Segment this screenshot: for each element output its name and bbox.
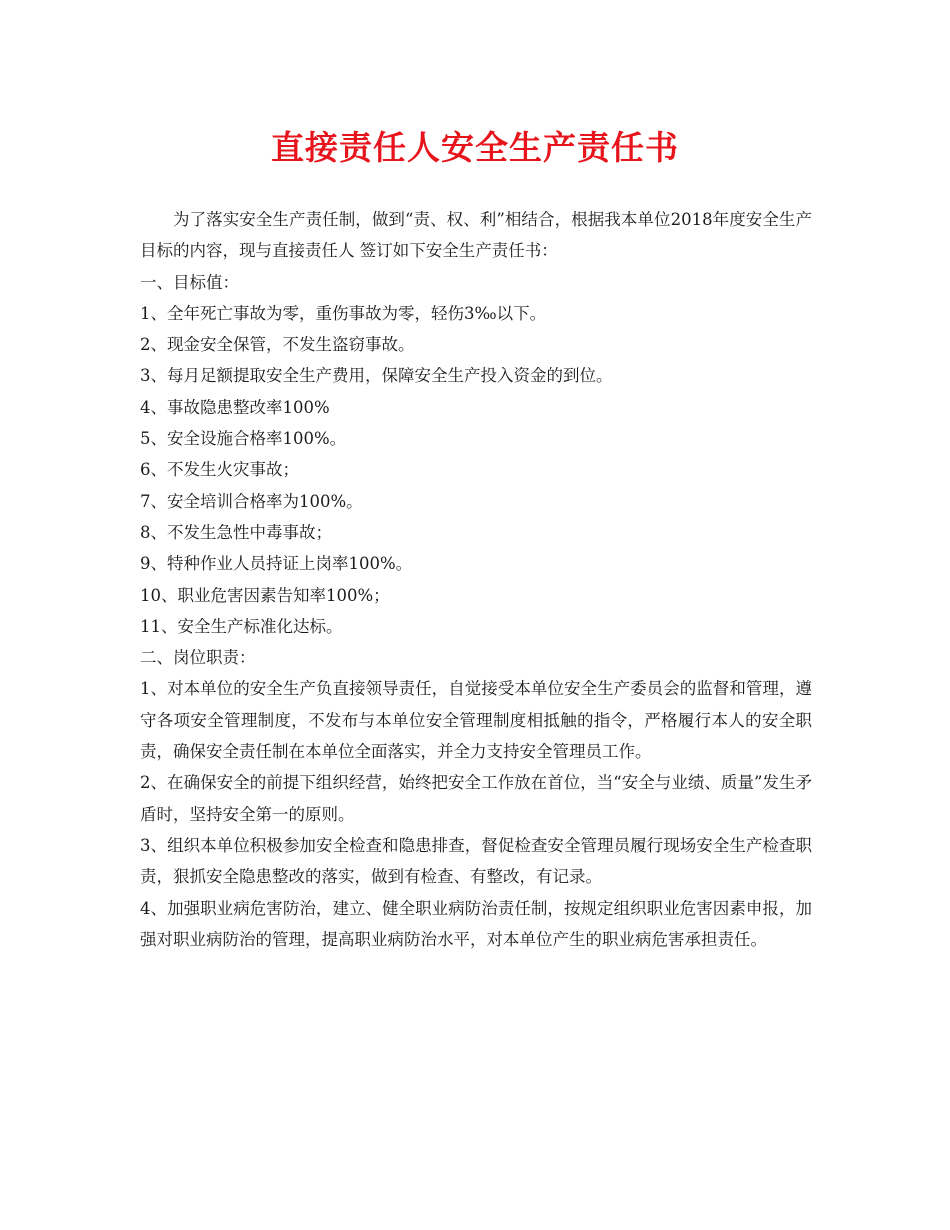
- duty-item: 4、加强职业病危害防治，建立、健全职业病防治责任制，按规定组织职业危害因素申报，加强对职业病防治的管理，提高职业病防治水平，对本单位产生的职业病危害承担责任。: [140, 898, 812, 949]
- target-item: 2、现金安全保管，不发生盗窃事故。: [140, 335, 415, 355]
- section-heading-targets: 一、目标值：: [140, 272, 239, 292]
- target-item: 3、每月足额提取安全生产费用，保障安全生产投入资金的到位。: [140, 366, 613, 386]
- target-item: 1、全年死亡事故为零，重伤事故为零，轻伤3‰以下。: [140, 303, 547, 323]
- target-item: 10、职业危害因素告知率100%；: [140, 585, 390, 605]
- document-body: [140, 204, 812, 955]
- document-title: 直接责任人安全生产责任书: [271, 128, 679, 167]
- target-item: 11、安全生产标准化达标。: [140, 616, 343, 636]
- intro-paragraph: 为了落实安全生产责任制，做到“责、权、利”相结合，根据我本单位2018年度安全生产目标的内容，现与直接责任人 签订如下安全生产责任书：: [140, 210, 812, 261]
- duty-item: 2、在确保安全的前提下组织经营，始终把安全工作放在首位，当“安全与业绩、质量”发生矛盾时，坚持安全第一的原则。: [140, 773, 812, 824]
- target-item: 5、安全设施合格率100%。: [140, 429, 347, 449]
- target-item: 8、不发生急性中毒事故；: [140, 522, 332, 542]
- target-item: 9、特种作业人员持证上岗率100%。: [140, 554, 413, 574]
- target-item: 7、安全培训合格率为100%。: [140, 491, 363, 511]
- target-item: 6、不发生火灾事故；: [140, 460, 299, 480]
- section-heading-duties: 二、岗位职责：: [140, 648, 256, 668]
- duty-item: 3、组织本单位积极参加安全检查和隐患排查，督促检查安全管理员履行现场安全生产检查职责，狠抓安全隐患整改的落实，做到有检查、有整改，有记录。: [140, 835, 812, 887]
- target-item: 4、事故隐患整改率100%: [140, 397, 330, 417]
- duty-item: 1、对本单位的安全生产负直接领导责任，自觉接受本单位安全生产委员会的监督和管理，遵守各项安全管理制度，不发布与本单位安全管理制度相抵触的指令，严格履行本人的安全职责，确保安全责任制在本单位全面落实，并全力支持安全管理员工作。: [140, 679, 812, 762]
